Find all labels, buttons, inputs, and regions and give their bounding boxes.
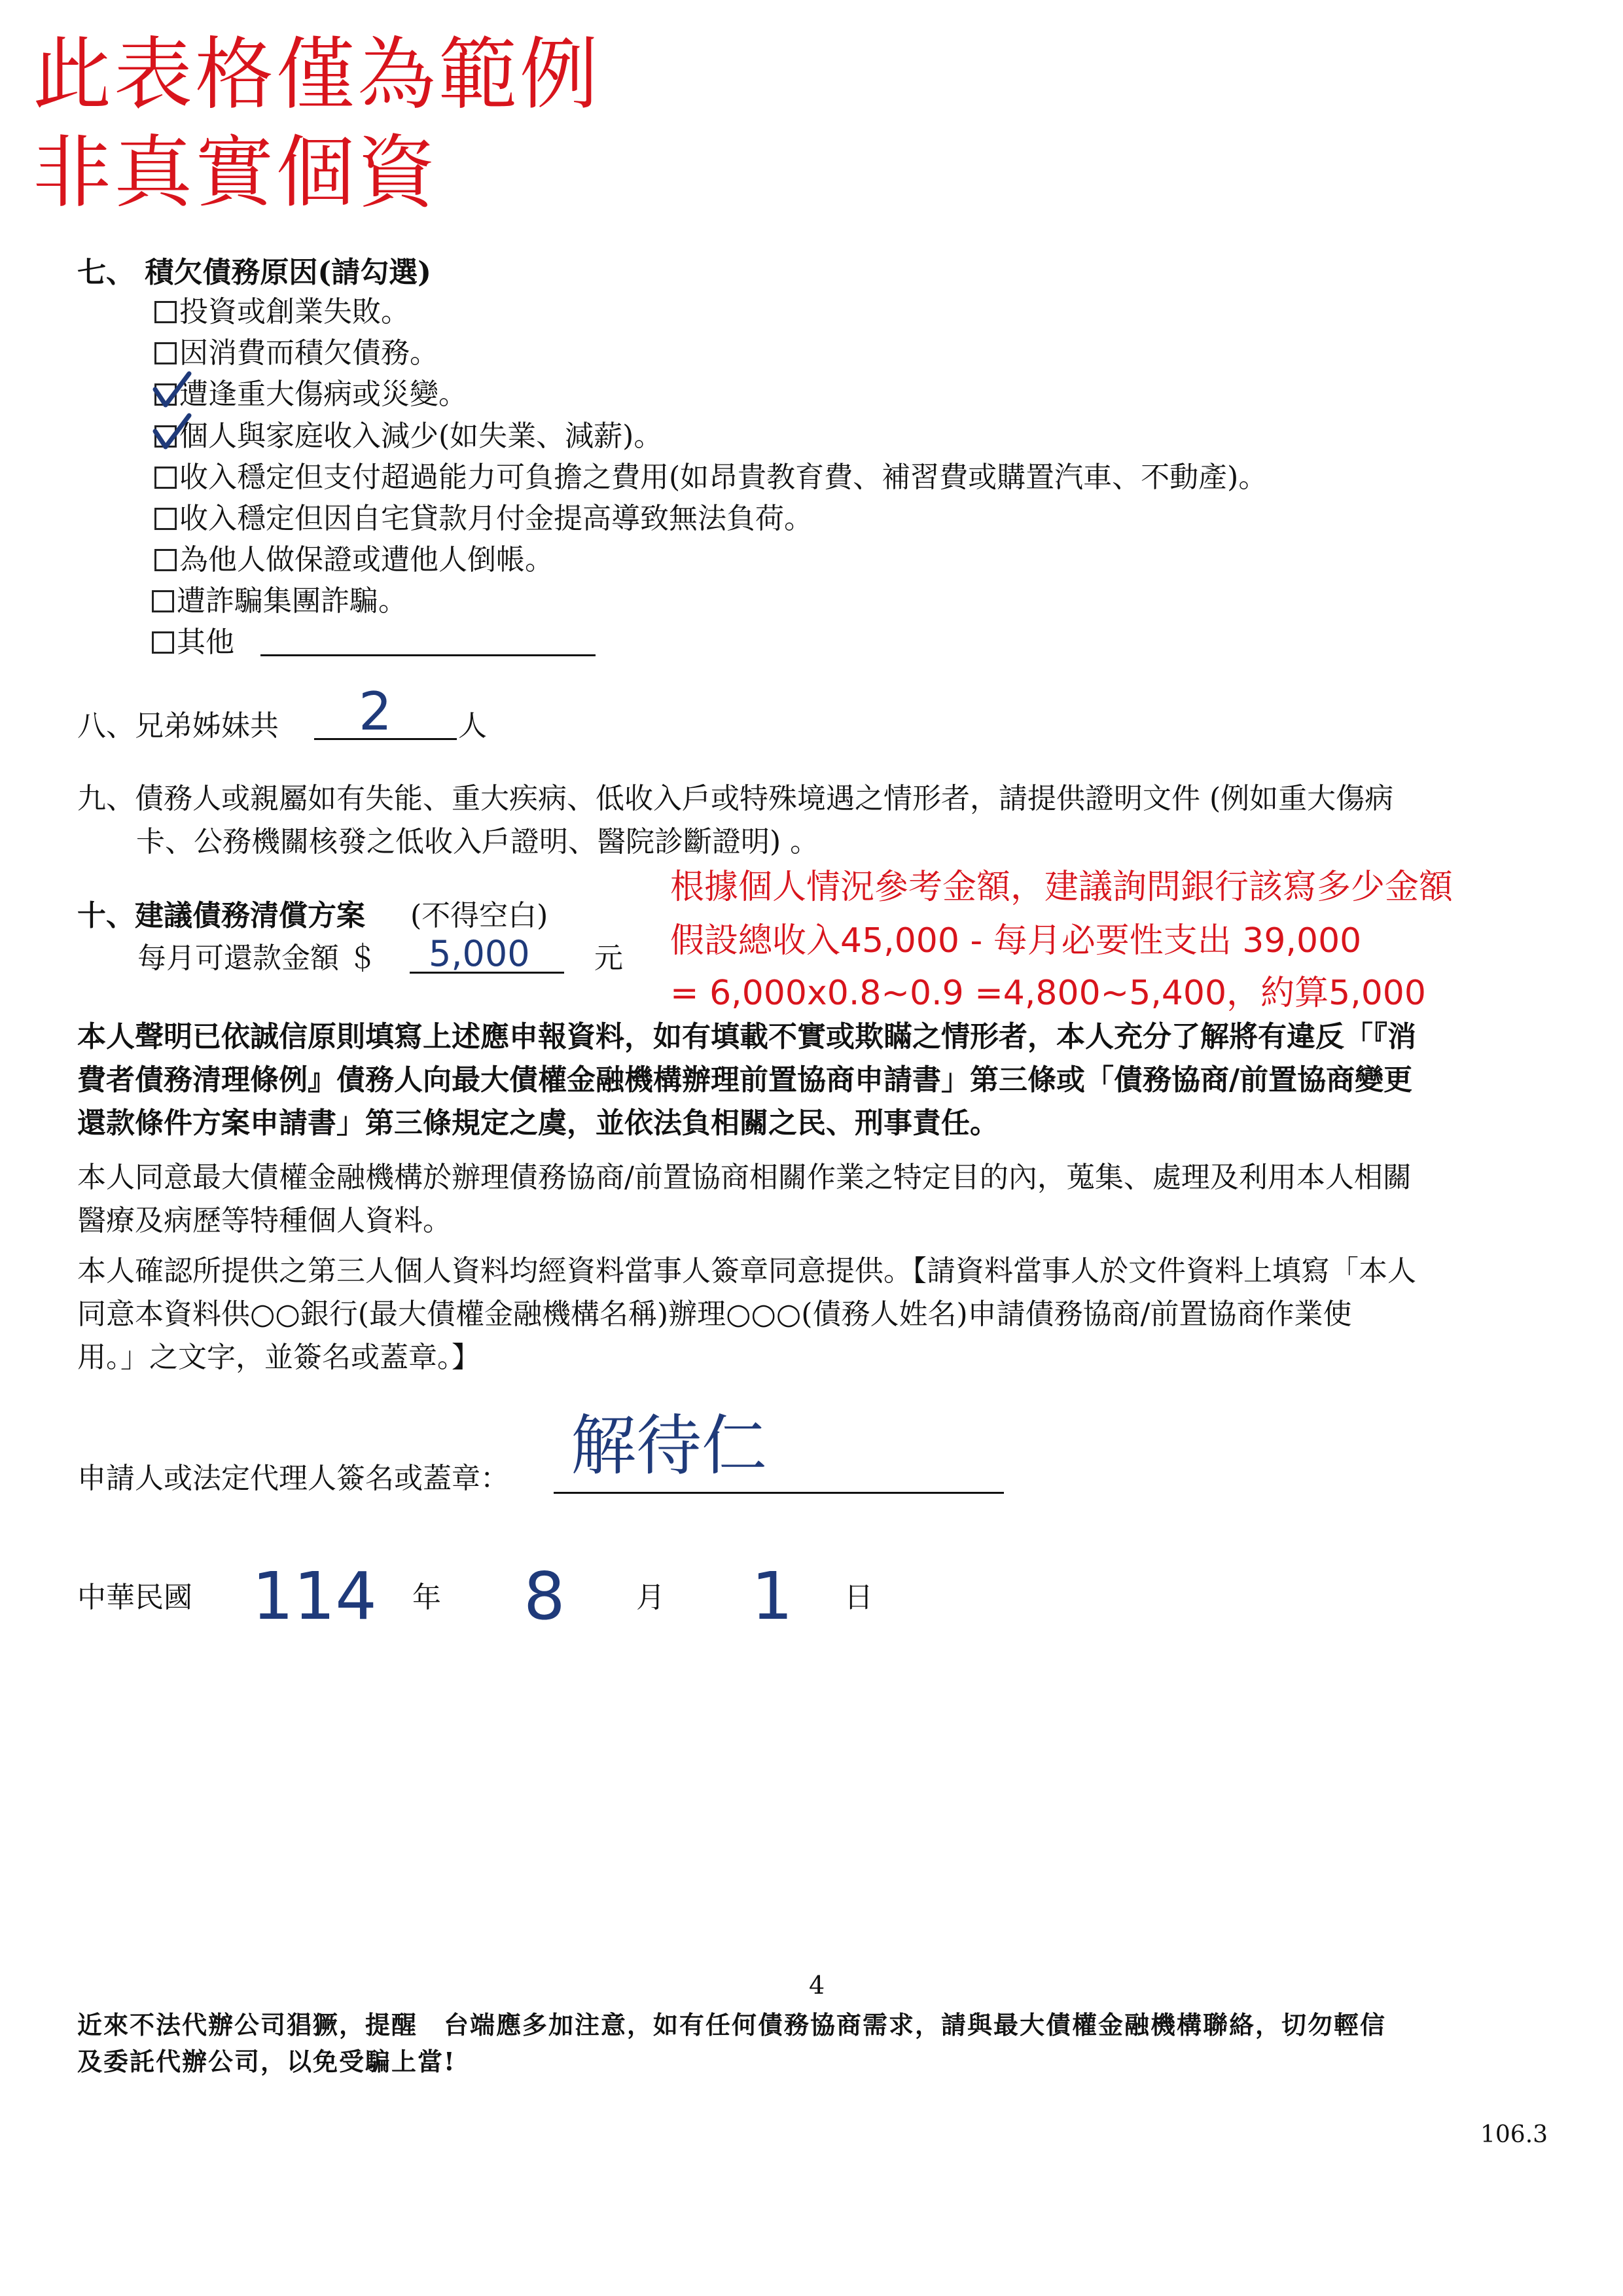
date-era-label: 中華民國: [77, 1581, 192, 1614]
checkbox[interactable]: [154, 467, 177, 489]
option-label: 其他: [177, 626, 234, 659]
page-number: 4: [809, 1971, 825, 2000]
annotation-line3: = 6,000x0.8~0.9 =4,800~5,400，約算5,000: [670, 974, 1426, 1013]
option-mortgage-increase[interactable]: [154, 504, 813, 533]
option-fraud[interactable]: [152, 584, 407, 618]
signature-label: 申請人或法定代理人簽名或蓋章：: [77, 1462, 509, 1495]
declaration-line2: 費者債務清理條例』債務人向最大債權金融機構辦理前置協商申請書」第三條或「債務協商/前置協商變更: [77, 1063, 1413, 1097]
option-label: 因消費而積欠債務。: [179, 336, 438, 370]
date-year[interactable]: 114: [252, 1558, 377, 1634]
option-other[interactable]: [152, 628, 234, 657]
checkbox[interactable]: [152, 590, 174, 612]
annotation-line2: 假設總收入45,000 - 每月必要性支出 39,000: [670, 921, 1362, 961]
option-consumer-debt[interactable]: [154, 336, 438, 370]
checkbox-checked[interactable]: [154, 383, 177, 406]
siblings-unit: 人: [458, 709, 487, 743]
section9-line2: 卡、公務機關核發之低收入戶證明、醫院診斷證明) 。: [136, 825, 819, 858]
other-reason-blank[interactable]: [260, 654, 596, 656]
option-label: 為他人做保證或遭他人倒帳。: [179, 543, 554, 576]
option-investment-failure[interactable]: [154, 295, 410, 328]
declaration-line3: 還款條件方案申請書」第三條規定之虞，並依法負相關之民、刑事責任。: [77, 1106, 999, 1140]
monthly-amount-label: 每月可還款金額 ＄: [137, 942, 377, 975]
monthly-amount-value: 5,000: [429, 933, 530, 974]
consent-third-party-text: [77, 1250, 1576, 1379]
checkmark-icon: [152, 371, 190, 409]
consent-third-party-line2: 同意本資料供○○銀行(最大債權金融機構名稱)辦理○○○(債務人姓名)申請債務協商/前置協商作業使: [77, 1298, 1352, 1331]
option-expenses-exceed[interactable]: [154, 463, 1267, 492]
sample-watermark-line1: 此表格僅為範例: [33, 29, 601, 120]
footer-warning-line2: 及委託代辦公司，以免受騙上當!: [77, 2047, 456, 2076]
signature-line[interactable]: [554, 1492, 1004, 1494]
checkbox[interactable]: [154, 549, 177, 571]
siblings-label: 八、兄弟姊妹共: [77, 709, 279, 743]
date-month[interactable]: 8: [524, 1558, 565, 1634]
section9-text: [77, 777, 1576, 864]
checkbox-checked[interactable]: [154, 425, 177, 448]
consent-medical-line2: 醫療及病歷等特種個人資料。: [77, 1204, 452, 1237]
date-day-label: 日: [844, 1581, 873, 1614]
consent-medical-line1: 本人同意最大債權金融機構於辦理債務協商/前置協商相關作業之特定目的內，蒐集、處理及利用本人相關: [77, 1161, 1412, 1194]
checkbox[interactable]: [152, 631, 174, 654]
checkbox[interactable]: [154, 301, 177, 323]
option-income-reduction[interactable]: [154, 419, 663, 453]
consent-third-party-line1: 本人確認所提供之第三人個人資料均經資料當事人簽章同意提供。【請資料當事人於文件資料上填寫「本人: [77, 1254, 1416, 1288]
checkbox[interactable]: [154, 508, 177, 530]
section7-title: 七、 積欠債務原因(請勾選): [77, 256, 431, 289]
option-label: 遭詐騙集團詐騙。: [177, 584, 407, 618]
consent-third-party-line3: 用。」之文字，並簽名或蓋章。】: [77, 1341, 480, 1374]
option-label: 收入穩定但支付超過能力可負擔之費用(如昂貴教育費、補習費或購置汽車、不動產)。: [179, 461, 1268, 494]
date-month-label: 月: [636, 1581, 665, 1614]
declaration-text: [77, 1016, 1576, 1145]
date-day[interactable]: 1: [751, 1558, 793, 1634]
signature-value: 解待仁: [571, 1407, 767, 1484]
option-guarantor[interactable]: [154, 543, 554, 576]
monthly-amount-unit: 元: [594, 942, 623, 975]
option-label: 收入穩定但因自宅貸款月付金提高導致無法負荷。: [179, 502, 813, 535]
checkmark-icon: [152, 413, 190, 451]
checkbox[interactable]: [154, 342, 177, 364]
consent-medical-text: [77, 1156, 1576, 1243]
form-version: 106.3: [1480, 2121, 1548, 2148]
footer-warning-line1: 近來不法代辦公司猖獗，提醒 台端應多加注意，如有任何債務協商需求，請與最大債權金融機構聯絡，切勿輕信: [77, 2010, 1387, 2040]
option-illness-disaster[interactable]: [154, 380, 467, 409]
sample-watermark-line2: 非真實個資: [33, 128, 438, 219]
declaration-line1: 本人聲明已依誠信原則填寫上述應申報資料，如有填載不實或欺瞞之情形者，本人充分了解將有違反「『消: [77, 1020, 1416, 1053]
option-label: 投資或創業失敗。: [179, 295, 410, 328]
annotation-line1: 根據個人情況參考金額，建議詢問銀行該寫多少金額: [670, 868, 1454, 907]
option-label: 個人與家庭收入減少(如失業、減薪)。: [179, 419, 663, 453]
siblings-count: 2: [359, 681, 392, 742]
section10-note: (不得空白): [410, 899, 548, 932]
section10-title: 十、建議債務清償方案: [77, 899, 365, 932]
section9-line1: 九、債務人或親屬如有失能、重大疾病、低收入戶或特殊境遇之情形者，請提供證明文件 (例如重大傷病: [77, 782, 1394, 815]
option-label: 遭逢重大傷病或災變。: [179, 378, 467, 411]
date-year-label: 年: [412, 1581, 441, 1614]
